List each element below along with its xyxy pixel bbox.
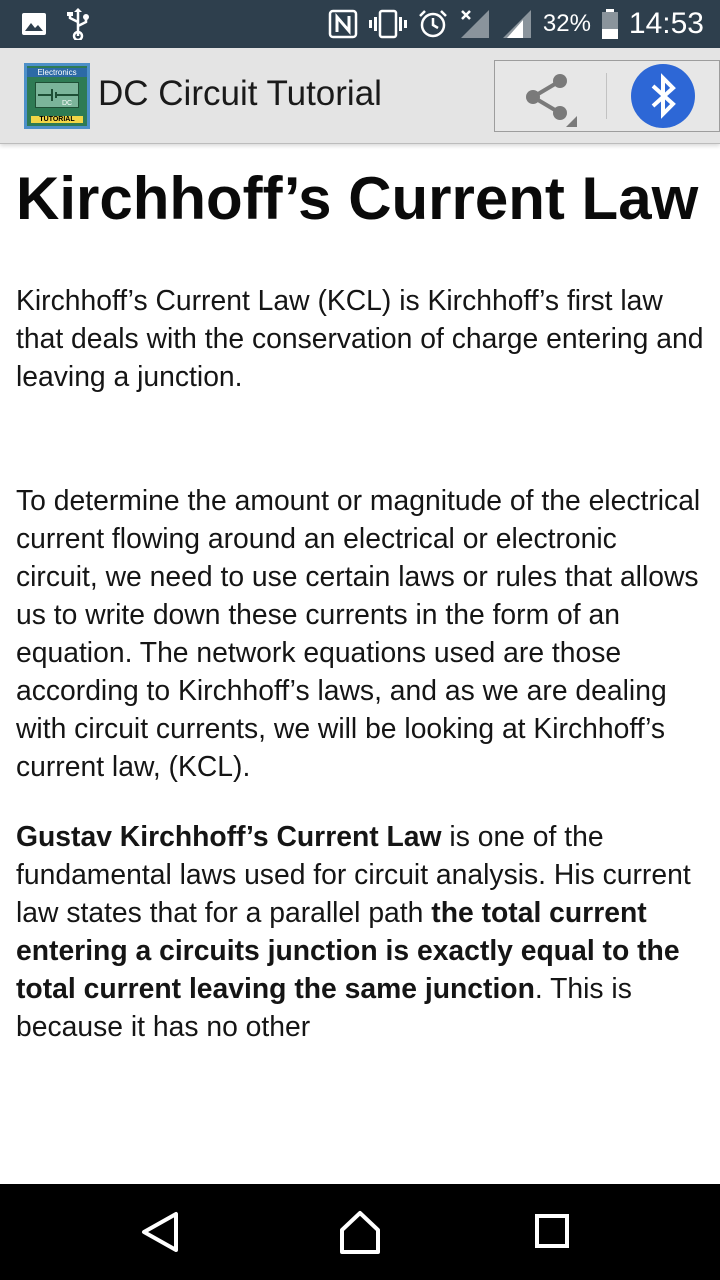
toolbar-divider	[606, 73, 607, 119]
logo-top-text: Electronics	[27, 68, 87, 77]
status-bar	[0, 0, 720, 48]
share-button[interactable]	[495, 61, 605, 131]
battery-percent: 32%	[542, 10, 591, 37]
text-segment: is one of the fundamental laws used for circuit analysis. His current law states that for a parallel path	[16, 820, 691, 928]
home-button[interactable]	[330, 1206, 390, 1258]
image-icon	[20, 10, 48, 38]
signal-icon	[501, 8, 533, 40]
logo-chip-text: DC	[62, 100, 73, 107]
paragraph-determine: To determine the amount or magnitude of the electrical current flowing around an electrical or electronic circuit, we need to use certain laws or rules that allows us to write down these currents in the form of an equation. The network equations used are those according to Kirchhoff’s laws, and as we are dealing with circuit currents, we will be looking at Kirchhoff’s current law, (KCL).	[16, 484, 701, 782]
vibrate-icon	[369, 8, 407, 40]
toolbar-actions	[494, 60, 720, 132]
usb-icon	[66, 8, 90, 40]
text-segment: . This is because it has no other	[16, 972, 632, 1042]
paragraph-gustav	[16, 817, 704, 1045]
clock: 14:53	[628, 7, 704, 40]
back-button[interactable]	[130, 1206, 190, 1258]
nfc-icon	[327, 8, 359, 40]
home-icon	[330, 1206, 390, 1258]
share-icon	[495, 61, 605, 131]
app-toolbar	[0, 48, 720, 144]
paragraph-intro: Kirchhoff’s Current Law (KCL) is Kirchhoff’s first law that deals with the conservation of charge entering and leaving a junction.	[16, 284, 704, 392]
logo-circuit-icon	[35, 82, 79, 108]
recents-button[interactable]	[522, 1206, 582, 1258]
app-logo	[24, 63, 90, 129]
recents-icon	[522, 1206, 582, 1258]
logo-bottom-text: TUTORIAL	[31, 116, 83, 123]
alarm-icon	[417, 8, 449, 40]
article-title: Kirchhoff’s Current Law	[16, 165, 699, 232]
bluetooth-button[interactable]	[631, 64, 695, 128]
bluetooth-icon	[631, 64, 695, 128]
signal-off-icon	[459, 8, 491, 40]
article-content[interactable]	[0, 145, 720, 1085]
battery-icon	[601, 8, 619, 40]
navigation-bar	[0, 1184, 720, 1280]
app-title: DC Circuit Tutorial	[98, 74, 382, 113]
bold-kcl-statement: the total current entering a circuits junction is exactly equal to the total current leaving the same junction	[16, 896, 680, 1004]
back-icon	[130, 1206, 190, 1258]
bold-kcl-name: Gustav Kirchhoff’s Current Law	[16, 820, 442, 852]
